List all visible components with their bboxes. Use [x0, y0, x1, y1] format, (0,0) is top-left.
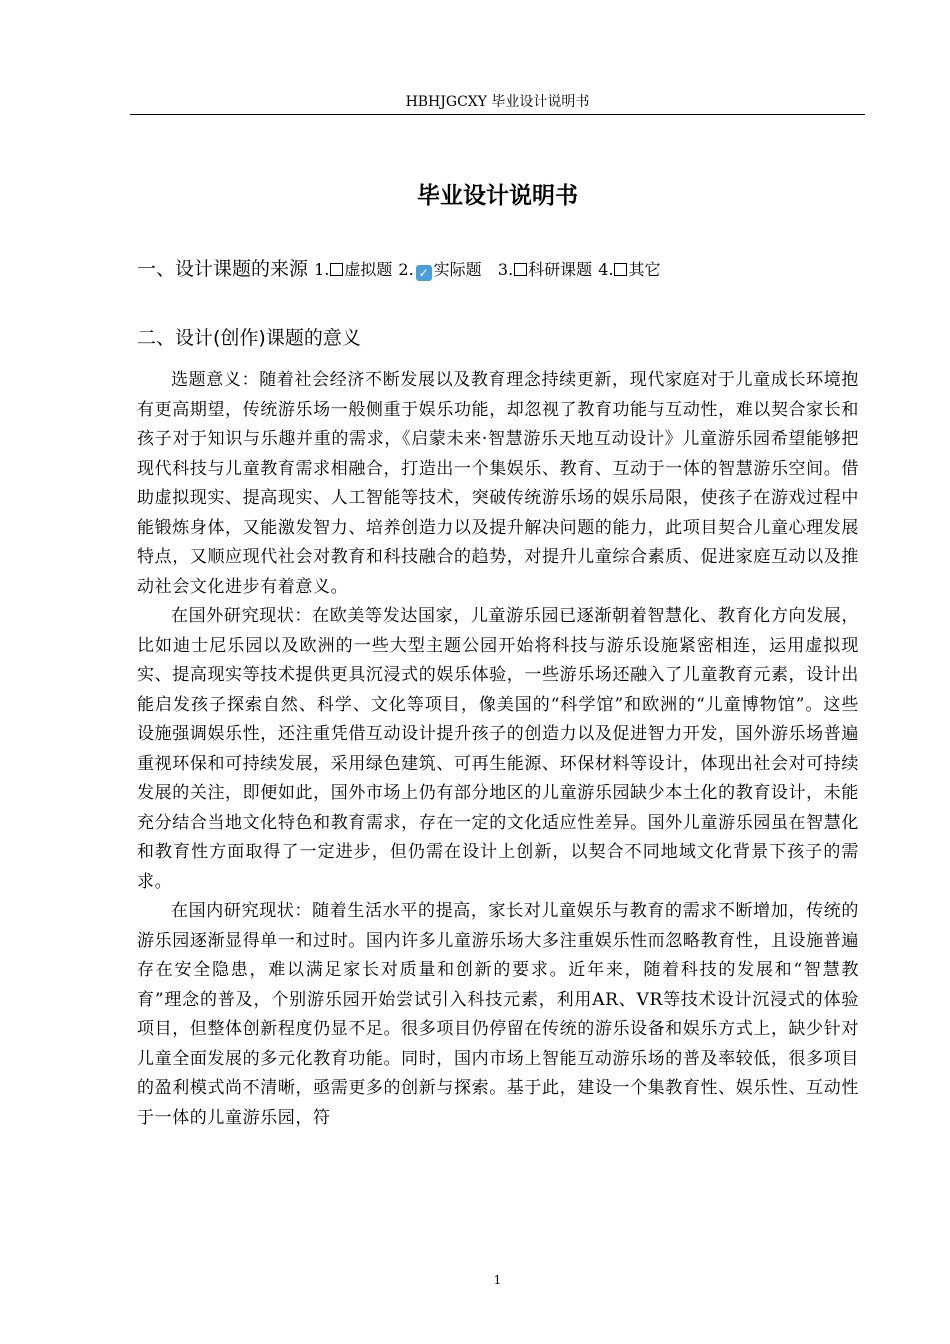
option-number: 3. [497, 260, 514, 279]
option-label: 科研课题 [528, 260, 593, 279]
page-header: HBHJGCXY 毕业设计说明书 [405, 94, 590, 110]
paragraph-domestic-research: 在国内研究现状：随着生活水平的提高，家长对儿童娱乐与教育的需求不断增加，传统的游乐园逐渐显得单一和过时。国内许多儿童游乐场大多注重娱乐性而忽略教育性，且设施普遍存在安全隐患，难以满足家长对质量和创新的要求。近年来，随着科技的发展和“智慧教育”理念的普及，个别游乐园开始尝试引入科技元素，利用AR、VR等技术设计沉浸式的体验项目，但整体创新程度仍显不足。很多项目仍停留在传统的游乐设备和娱乐方式上，缺少针对儿童全面发展的多元化教育功能。同时，国内市场上智能互动游乐场的普及率较低，很多项目的盈利模式尚不清晰，亟需更多的创新与探索。基于此，建设一个集教育性、娱乐性、互动性于一体的儿童游乐园，符 [137, 901, 859, 1128]
option-label: 其它 [628, 260, 661, 279]
section-1-title: 一、设计课题的来源 [137, 258, 309, 280]
unchecked-box-icon [514, 263, 527, 276]
option-number: 1. [314, 260, 330, 279]
source-option-virtual [314, 260, 392, 279]
paragraph-significance: 选题意义：随着社会经济不断发展以及教育理念持续更新，现代家庭对于儿童成长环境抱有更高期望，传统游乐场一般侧重于娱乐功能，却忽视了教育功能与互动性，难以契合家长和孩子对于知识与乐趣并重的需求，《启蒙未来·智慧游乐天地互动设计》儿童游乐园希望能够把现代科技与儿童教育需求相融合，打造出一个集娱乐、教育、互动于一体的智慧游乐空间。借助虚拟现实、提高现实、人工智能等技术，突破传统游乐场的娱乐局限，使孩子在游戏过程中能锻炼身体，又能激发智力、培养创造力以及提升解决问题的能力，此项目契合儿童心理发展特点，又顺应现代社会对教育和科技融合的趋势，对提升儿童综合素质、促进家庭互动以及推动社会文化进步有着意义。 [137, 370, 859, 597]
unchecked-box-icon [614, 263, 627, 276]
option-label: 虚拟题 [344, 260, 393, 279]
section-1-heading [137, 255, 865, 284]
source-option-actual [398, 260, 481, 279]
section-2-heading [137, 324, 865, 352]
page-number: 1 [493, 1273, 502, 1287]
unchecked-box-icon [330, 263, 343, 276]
document-title: 毕业设计说明书 [417, 183, 578, 209]
option-label: 实际题 [433, 260, 482, 279]
body-text [137, 366, 859, 1133]
paragraph-foreign-research: 在国外研究现状：在欧美等发达国家，儿童游乐园已逐渐朝着智慧化、教育化方向发展，比如迪士尼乐园以及欧洲的一些大型主题公园开始将科技与游乐设施紧密相连，运用虚拟现实、提高现实等技术提供更具沉浸式的娱乐体验，一些游乐场还融入了儿童教育元素，设计出能启发孩子探索自然、科学、文化等项目，像美国的“科学馆”和欧洲的“儿童博物馆”。这些设施强调娱乐性，还注重凭借互动设计提升孩子的创造力以及促进智力开发，国外游乐场普遍重视环保和可持续发展，采用绿色建筑、可再生能源、环保材料等设计，体现出社会对可持续发展的关注，即便如此，国外市场上仍有部分地区的儿童游乐园缺少本土化的教育设计，未能充分结合当地文化特色和教育需求，存在一定的文化适应性差异。国外儿童游乐园虽在智慧化和教育性方面取得了一定进步，但仍需在设计上创新，以契合不同地域文化背景下孩子的需求。 [137, 606, 859, 892]
option-number: 2. [398, 260, 414, 279]
option-number: 4. [598, 260, 614, 279]
source-option-other [598, 260, 660, 279]
section-2-title: 二、设计(创作)课题的意义 [137, 327, 361, 349]
header-rule [130, 114, 865, 115]
source-option-research [488, 260, 592, 279]
checked-box-icon: ✓ [416, 265, 432, 281]
